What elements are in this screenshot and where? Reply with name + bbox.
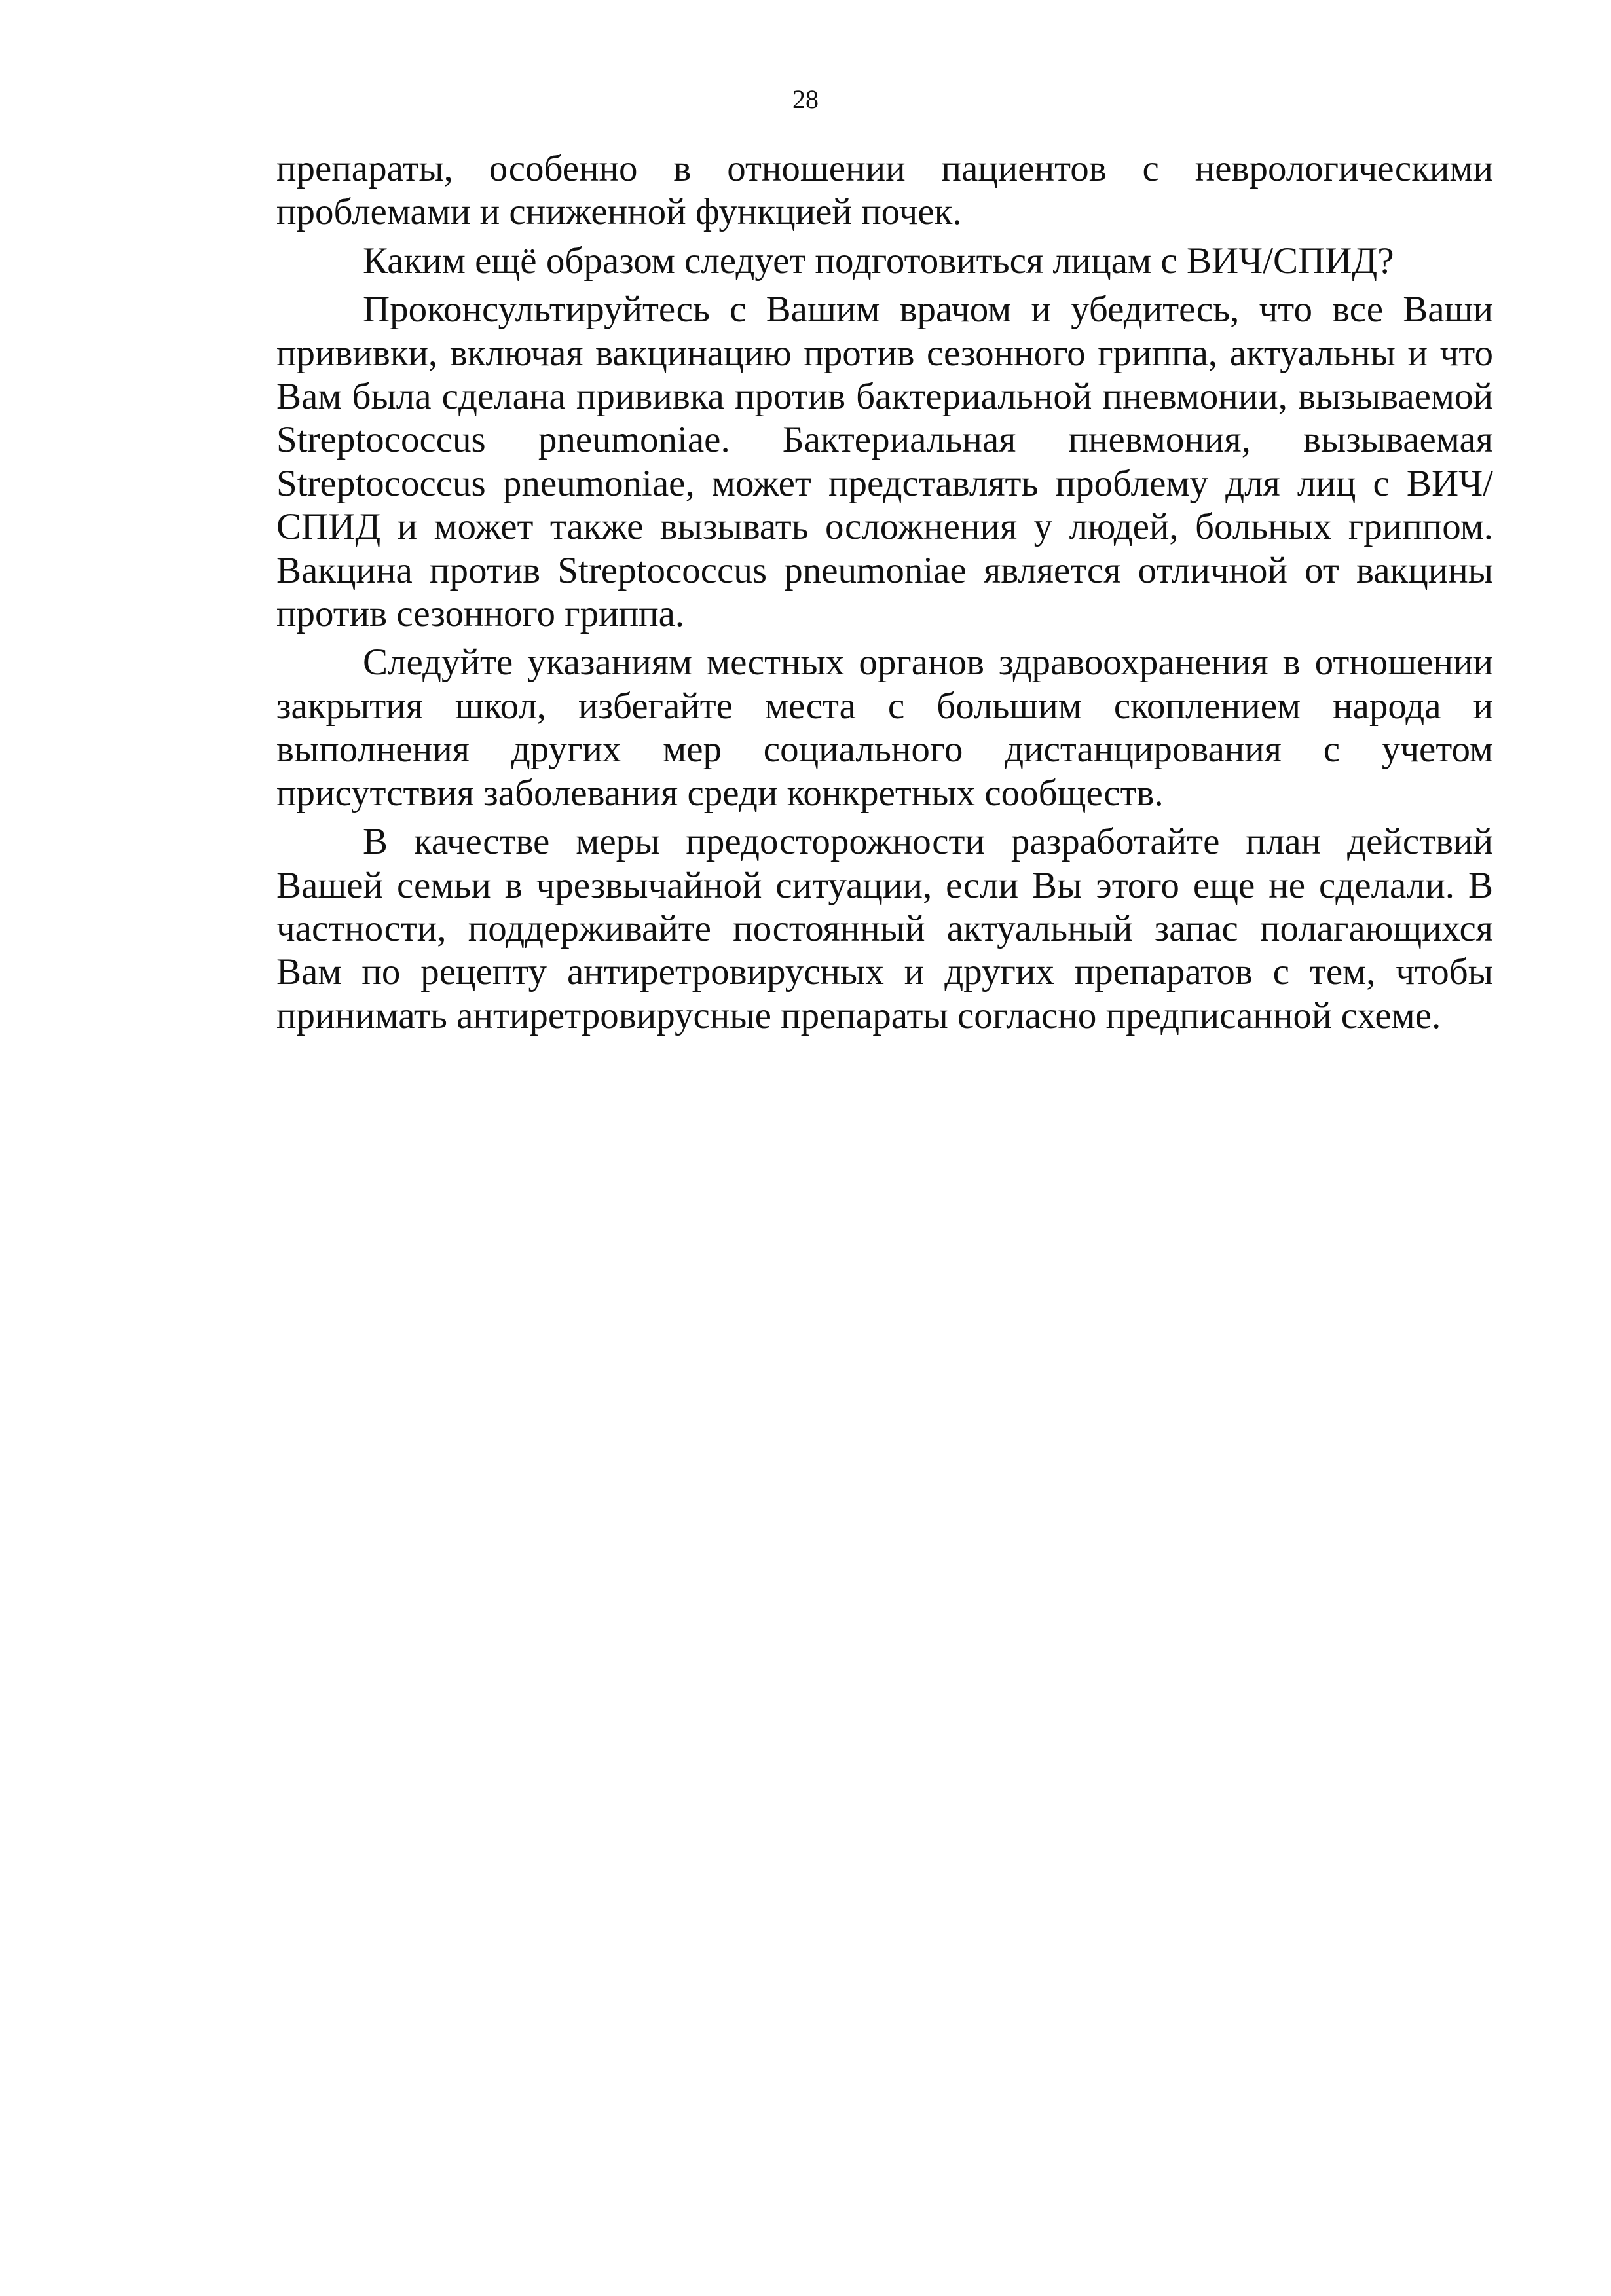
- paragraph-emergency-plan: В качестве меры предосторожности разработайте план действий Вашей семьи в чрезвычайной ситуации, если Вы этого еще не сделали. В частности, поддерживайте постоянный актуальный запас полагающихся Вам по рецепту антиретровирусных и других препаратов с тем, чтобы принимать антиретровирусные препараты согласно предписанной схеме.: [276, 821, 1493, 1036]
- paragraph-question: Каким ещё образом следует подготовиться лицам с ВИЧ/СПИД?: [363, 240, 1394, 282]
- document-body: [276, 147, 1493, 1043]
- page-number: 28: [792, 84, 819, 114]
- paragraph-continuation: препараты, особенно в отношении пациентов с неврологическими проблемами и сниженной функцией почек.: [276, 148, 1493, 233]
- paragraph-distancing: Следуйте указаниям местных органов здравоохранения в отношении закрытия школ, избегайте места с большим скоплением народа и выполнения других мер социального дистанцирования с учетом присутствия заболевания среди конкретных сообществ.: [276, 642, 1493, 814]
- paragraph-vaccination: Проконсультируйтесь с Вашим врачом и убедитесь, что все Ваши прививки, включая вакцинацию против сезонного гриппа, актуальны и что Вам была сделана прививка против бактериальной пневмонии, вызываемой Streptococcus pneumoniae. Бактериальная пневмония, вызываемая Streptococcus pneumoniae, может представлять проблему для лиц с ВИЧ/СПИД и может также вызывать осложнения у людей, больных гриппом. Вакцина против Streptococcus pneumoniae является отличной от вакцины против сезонного гриппа.: [276, 289, 1493, 635]
